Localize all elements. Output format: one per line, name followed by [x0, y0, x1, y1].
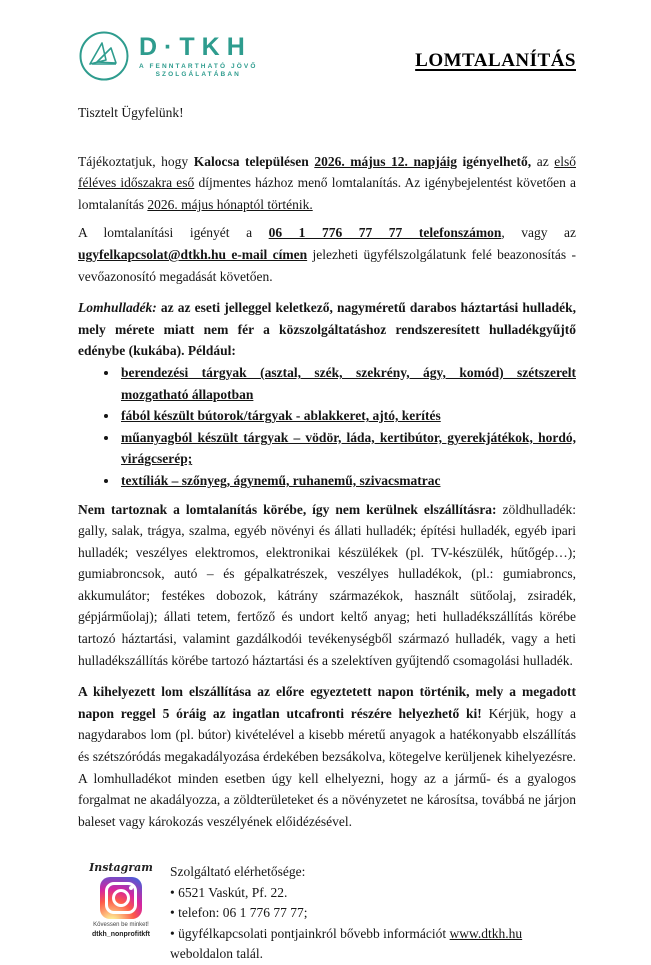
instagram-handle: dtkh_nonprofitkft	[92, 931, 150, 939]
text-run: jelezheti ügyfélszolgálatunk felé beazonosítás - vevőazonosító megadását követően.	[78, 246, 576, 284]
municipality-name: Kalocsa településen	[193, 153, 315, 169]
instagram-block[interactable]	[86, 862, 156, 939]
placement-lead: A kihelyezett lom elszállítása az előre egyeztetett napon történik, mely a megadott napon reggel 5 óráig az ingatlan utcafronti részére helyezhető ki!	[78, 684, 576, 721]
exclusions-lead: Nem tartoznak a lomtalanítás körébe, így nem kerülnek elszállításra:	[78, 501, 497, 517]
text-run: igényelhető,	[457, 153, 532, 169]
dtkh-logo	[78, 30, 258, 82]
text-run: díjmentes házhoz menő lomtalanítás. Az igénybejelentést követően a lomtalanítás	[78, 175, 576, 212]
paragraph-placement-rules	[78, 681, 576, 832]
start-month-text: 2026. május hónaptól történik.	[147, 196, 313, 212]
text-run: az	[531, 153, 555, 169]
list-item: • textíliák – szőnyeg, ágynemű, ruhanemű, szivacsmatrac	[119, 470, 576, 492]
text-run: Kérjük, hogy a nagydarabos lom (pl. bútor) kivételével a kisebb méretű anyagok a hatékonyabb elszállítás és szétszóródás megakadályozása érdekében bezsákolva, kötegelve kerüljenek kihelyezésre. A lomhulladékot minden esetben úgy kell elhelyezni, hogy az a jármű- és a gyalogos forgalmat ne akadályozza, a zöldterületeket és a növényzetet ne károsítsa, továbbá ne járjon baleset vagy károkozás veszélyének előidézésével.	[78, 705, 576, 829]
text-run: A lomtalanítási igényét a	[78, 225, 269, 241]
instagram-lens-dot	[129, 886, 133, 890]
dtkh-logo-text	[139, 34, 258, 79]
list-item: • berendezési tárgyak (asztal, szék, szekrény, ágy, komód) szétszerelt mozgatható állapotban	[119, 362, 576, 405]
instagram-icon[interactable]	[100, 877, 142, 919]
phone-number: 06 1 776 77 77 telefonszámon	[268, 225, 502, 241]
document-footer	[78, 862, 576, 965]
email-address: ugyfelkapcsolat@dtkh.hu e-mail címen	[78, 246, 308, 262]
paragraph-definition	[78, 297, 576, 362]
dtkh-logo-tagline: A FENNTARTHATÓ JÖVŐ SZOLGÁLATÁBAN	[139, 62, 258, 78]
contact-block	[170, 862, 576, 965]
list-item: • műanyagból készült tárgyak – vödör, láda, kertibútor, gyerekjátékok, hordó, virágcserép;	[119, 427, 576, 470]
text-run: Tájékoztatjuk, hogy	[78, 153, 194, 169]
deadline-date: 2026. május 12. napjáig	[314, 153, 457, 169]
period-text: első féléves időszakra eső	[78, 153, 577, 191]
allowed-items-list	[78, 362, 576, 492]
dtkh-logo-name: D·TKH	[139, 32, 252, 61]
paragraph-announcement	[78, 151, 576, 216]
dtkh-logo-icon	[78, 30, 130, 82]
contact-address: • 6521 Vaskút, Pf. 22.	[170, 883, 576, 904]
document-header	[78, 30, 576, 82]
instagram-script-label: Instagram	[89, 861, 153, 875]
text-run: , vagy az	[501, 225, 577, 241]
paragraph-exclusions	[78, 499, 576, 672]
greeting-text: Tisztelt Ügyfelünk!	[78, 105, 184, 120]
term-lomhulladek: Lomhulladék:	[78, 300, 157, 316]
instagram-follow-text: Kövessen be minket!	[93, 922, 149, 929]
dtkh-website-link[interactable]: www.dtkh.hu	[449, 925, 523, 941]
contact-heading: Szolgáltató elérhetősége:	[170, 864, 306, 880]
paragraph-contact-request	[78, 222, 576, 287]
page-title: LOMTALANÍTÁS	[415, 50, 576, 71]
text-run: zöldhulladék: gally, salak, trágya, szalma, egyéb növényi és állati hulladék; építési hulladék, egyéb ipari hulladék; veszélyes elektromos, elektronikai készülékek (pl. TV-készülék, hűtőgép…); gumiabroncsok, autó – és gépalkatrészek, veszélyes hulladékok, (pl.: gumiabroncs, akkumulátor; festékes dobozok, kátrány származékok, használt sütőolaj, zsiradék, gépjárműolaj); állati tetem, fertőző és undort keltő anyag; heti hulladékszállítás körébe tartozó háztartási, valamint gazdálkodói tevékenységből származó hulladék, vagy a heti hulladékszállítás körébe tartozó háztartási és a szelektíven gyűjtendő csomagolási hulladék.	[78, 501, 577, 668]
text-run: az az eseti jelleggel keletkező, nagyméretű darabos háztartási hulladék, mely mérete miatt nem fér a közszolgáltatáshoz rendszeresített hulladékgyűjtő edénybe (kukába). Például:	[78, 300, 576, 359]
list-item: • fából készült bútorok/tárgyak - ablakkeret, ajtó, kerítés	[119, 405, 576, 427]
contact-phone: • telefon: 06 1 776 77 77;	[170, 903, 576, 924]
contact-website-line: • ügyfélkapcsolati pontjainkról bővebb információt www.dtkh.hu weboldalon talál.	[170, 924, 576, 965]
